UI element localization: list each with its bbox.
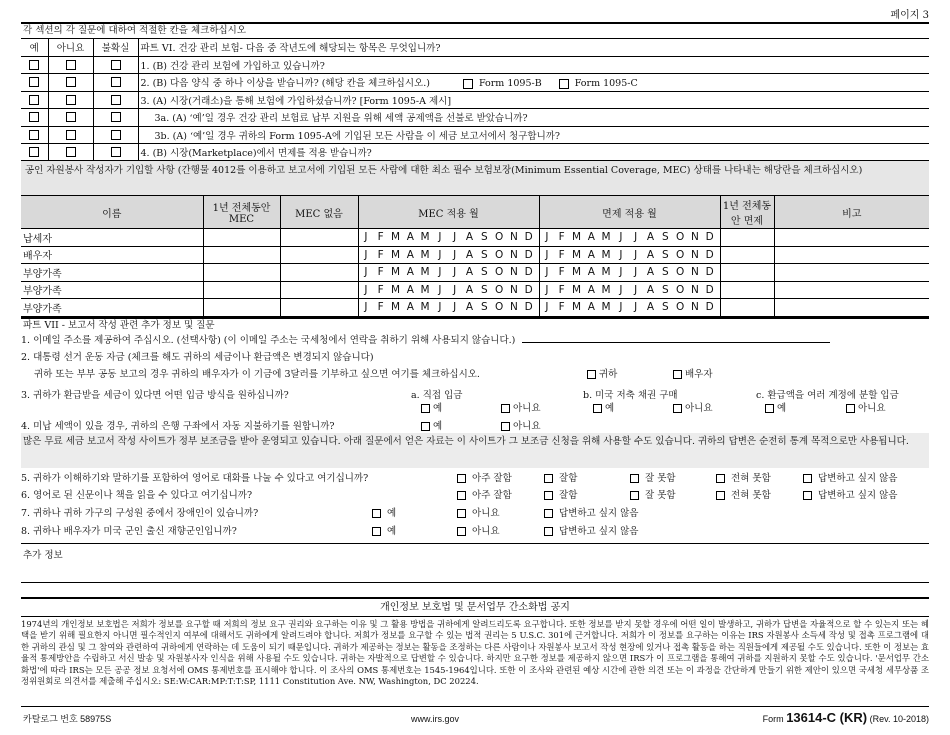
- mec-months-cell: [358, 281, 539, 299]
- part7-q8-row: [21, 525, 929, 538]
- privacy-notice-title: 개인정보 보호법 및 문서업무 간소화법 공지: [21, 597, 929, 617]
- month-letter[interactable]: N: [690, 231, 699, 244]
- mec-none-cell[interactable]: [280, 299, 358, 317]
- exempt-months-cell: [539, 299, 720, 317]
- campaign-spouse-checkbox[interactable]: [673, 370, 682, 379]
- col-yes-header: 예: [21, 39, 48, 57]
- month-letter[interactable]: N: [509, 248, 518, 261]
- month-letter[interactable]: A: [406, 283, 414, 296]
- part6-q3: 3. (A) 시장(거래소)을 통해 보험에 가입하셨습니까? [Form 1095-A 제시]: [138, 91, 929, 109]
- month-letter[interactable]: J: [619, 231, 623, 244]
- part6-q4-row: [21, 144, 929, 162]
- month-letter[interactable]: A: [646, 301, 655, 314]
- q6-well-label: 잘함: [559, 490, 578, 501]
- month-letter[interactable]: J: [364, 283, 368, 296]
- exempt-full-year-cell[interactable]: [720, 229, 774, 247]
- month-letter[interactable]: J: [453, 301, 457, 314]
- part6-q4: 4. (B) 시장(Marketplace)에서 면제를 적용 받습니까?: [138, 144, 929, 162]
- month-letter[interactable]: A: [465, 248, 474, 261]
- q8-prefer-not-label: 답변하고 싶지 않음: [559, 526, 639, 537]
- exempt-full-year-cell[interactable]: [720, 299, 774, 317]
- month-letter[interactable]: J: [619, 248, 623, 261]
- month-letter[interactable]: A: [587, 301, 595, 314]
- campaign-spouse-label: 배우자: [685, 369, 713, 380]
- month-letter[interactable]: J: [634, 231, 638, 244]
- month-letter[interactable]: A: [406, 266, 414, 279]
- mec-header-full-year-mec: 1년 전체동안 MEC: [203, 196, 280, 229]
- mec-row-name: 부양가족: [21, 299, 203, 317]
- mec-months-cell: [358, 299, 539, 317]
- part7-q4-row: [21, 420, 929, 433]
- month-letter[interactable]: F: [377, 283, 384, 296]
- exempt-full-year-cell[interactable]: [720, 246, 774, 264]
- autopay-yes-checkbox[interactable]: [421, 422, 430, 431]
- month-letter[interactable]: F: [377, 231, 384, 244]
- additional-info-box[interactable]: [21, 543, 929, 583]
- part6-title: 파트 VI. 건강 관리 보험- 다음 중 작년도에 해당되는 항목은 무엇입니까?: [138, 39, 929, 57]
- month-letter[interactable]: F: [558, 266, 565, 279]
- q1-unsure-checkbox[interactable]: [111, 60, 121, 70]
- month-letter[interactable]: A: [465, 266, 474, 279]
- part6-q3b-row: [21, 126, 929, 144]
- month-letter[interactable]: M: [571, 283, 582, 296]
- month-letter[interactable]: J: [453, 266, 457, 279]
- month-letter[interactable]: J: [438, 248, 442, 261]
- q3a-label: a. 직접 입금: [411, 390, 463, 401]
- autopay-no-checkbox[interactable]: [501, 422, 510, 431]
- q7-no-label: 아니요: [472, 508, 500, 519]
- q6-very-well-checkbox[interactable]: [457, 491, 466, 500]
- month-letter[interactable]: M: [420, 266, 430, 279]
- month-letter[interactable]: A: [587, 266, 595, 279]
- month-letter[interactable]: J: [364, 301, 368, 314]
- exempt-months-cell: [539, 246, 720, 264]
- month-letter[interactable]: J: [364, 231, 368, 244]
- month-letter[interactable]: D: [524, 231, 533, 244]
- q3-yes-checkbox[interactable]: [29, 95, 39, 105]
- notes-cell[interactable]: [774, 229, 929, 247]
- month-letter[interactable]: M: [601, 283, 611, 296]
- exempt-full-year-cell[interactable]: [720, 264, 774, 282]
- month-letter[interactable]: S: [661, 283, 669, 296]
- month-letter[interactable]: J: [453, 248, 457, 261]
- irs-website: www.irs.gov: [411, 714, 460, 724]
- privacy-notice-text: 1974년의 개인정보 보호법은 저희가 정보를 요구할 때 저희의 정보 요구 권리와 요구하는 이유 및 그 활용 방법을 귀하에게 알려드리도록 요구합니다. 또한 정보를 받지 못할 경우에 어떤 일이 발생하고, 귀하가 답변을 자율적으로 할 수 있는지 또는 혜택을 받기 위해 필요한지 아니면 필수적인지 여부에 대해서도 귀하에게 알려드려야 합니다. 저희가 정보를 요구할 수 있는 법적 권리는 5 U.S.C. 301에 근거합니다. 저희가 이 정보를 요구하는 이유는 IRS 자원봉사 소득세 작성 및 접촉 프로그램에 대한 귀하의 관심 및 그 참여와 관련하여 귀하에게 연락하는 데 도움이 되기 때문입니다. 귀하가 제공하는 정보는 활동을 조정하는 다른 사람이나 자원봉사 보고서 작성 현장에 있거나 접촉 활동을 하는 직원들에게 제공될 수도 있습니다. 또한 이 정보는 효율적 통제방안을 수립하고 서신 발송 및 자원봉사자 인식을 위해 사용될 수도 있습니다. 귀하는 자발적으로 답변할 수 있습니다. 하지만 요구한 정보를 제공하지 않으면 IRS가 이 프로그램을 통해여 귀하를 지원하지 못할 수도 있습니다. '문서업무 간소화법'에 따라 IRS는 모든 공공 정보 요청서에 OMS 통제번호를 표시해야 합니다. 이 조사의 OMS 통제번호는 1545-1964입니다. 또한 이 조사와 관련된 예상 시간에 관한 의견 또는 이 과정을 간단하게 만들기 위한 제안이 있으면 국세청 세무상품 조정위원회로 의견서를 제출해 주십시오: SE:W:CAR:MP:T:T:SP, 1111 Constitution Ave. NW, Washington, DC 20224.: [21, 619, 929, 687]
- q8-yes-label: 예: [387, 526, 397, 537]
- month-letter[interactable]: S: [480, 248, 488, 261]
- form-id: [763, 709, 929, 728]
- mec-none-cell[interactable]: [280, 229, 358, 247]
- month-letter[interactable]: A: [587, 248, 595, 261]
- q3a-unsure-checkbox[interactable]: [111, 112, 121, 122]
- q5-prefer-not-checkbox[interactable]: [803, 474, 812, 483]
- q3b-no-checkbox[interactable]: [66, 130, 76, 140]
- month-letter[interactable]: M: [420, 231, 430, 244]
- month-letter[interactable]: M: [420, 301, 430, 314]
- form-1095c-label: Form 1095-C: [574, 78, 638, 90]
- q2-no-checkbox[interactable]: [66, 77, 76, 87]
- mec-row-name: 배우자: [21, 246, 203, 264]
- month-letter[interactable]: S: [661, 248, 669, 261]
- mec-months-cell: [358, 246, 539, 264]
- additional-info-label: 추가 정보: [23, 550, 63, 561]
- month-letter[interactable]: N: [509, 266, 518, 279]
- mec-full-year-cell[interactable]: [203, 246, 280, 264]
- savings-bond-yes-checkbox[interactable]: [593, 404, 602, 413]
- q3-no-checkbox[interactable]: [66, 95, 76, 105]
- q1-no-checkbox[interactable]: [66, 60, 76, 70]
- month-letter[interactable]: S: [480, 231, 488, 244]
- month-letter[interactable]: M: [390, 283, 401, 296]
- month-letter[interactable]: N: [509, 301, 518, 314]
- q4-yes-checkbox[interactable]: [29, 147, 39, 157]
- month-letter[interactable]: J: [453, 231, 457, 244]
- exempt-months-cell: [539, 229, 720, 247]
- part7-q2-sub-row: [21, 368, 929, 381]
- form-1095c-checkbox[interactable]: [559, 79, 569, 89]
- q1-yes-checkbox[interactable]: [29, 60, 39, 70]
- month-letter[interactable]: J: [619, 283, 623, 296]
- part7-q3: 3. 귀하가 환급받을 세금이 있다면 어떤 입금 방식을 원하십니까?: [21, 390, 289, 401]
- month-letter[interactable]: J: [545, 283, 549, 296]
- month-letter[interactable]: F: [377, 301, 384, 314]
- part7-q7: 7. 귀하나 귀하 가구의 구성원 중에서 장애인이 있습니까?: [21, 508, 259, 519]
- catalog-number: 카탈로그 번호 58975S: [23, 714, 112, 724]
- month-letter[interactable]: J: [364, 248, 368, 261]
- direct-deposit-no-label: 아니요: [513, 403, 541, 414]
- part6-q2: 2. (B) 다음 양식 중 하나 이상을 받습니까? (해당 칸을 체크하십시오.): [140, 78, 430, 90]
- q7-prefer-not-label: 답변하고 싶지 않음: [559, 508, 639, 519]
- form-1095b-label: Form 1095-B: [478, 78, 542, 90]
- month-letter[interactable]: S: [480, 301, 488, 314]
- mec-row-name: 부양가족: [21, 281, 203, 299]
- mec-row: [21, 246, 929, 264]
- mec-row: [21, 264, 929, 282]
- month-letter[interactable]: S: [480, 283, 488, 296]
- month-letter[interactable]: O: [675, 231, 685, 244]
- q3c-label: c. 환급액을 여러 계정에 분할 입금: [756, 390, 899, 401]
- part7-q6: 6. 영어로 된 신문이나 책을 읽을 수 있다고 여기십니까?: [21, 490, 253, 501]
- part7-q7-row: [21, 507, 929, 520]
- month-letter[interactable]: O: [494, 301, 504, 314]
- email-input[interactable]: [522, 333, 830, 343]
- direct-deposit-no-checkbox[interactable]: [501, 404, 510, 413]
- mec-months-cell: [358, 229, 539, 247]
- month-letter[interactable]: N: [509, 231, 518, 244]
- month-letter[interactable]: D: [705, 231, 714, 244]
- month-letter[interactable]: O: [494, 266, 504, 279]
- savings-bond-no-checkbox[interactable]: [673, 404, 682, 413]
- form-prefix: Form: [762, 714, 784, 724]
- month-letter[interactable]: F: [558, 231, 565, 244]
- month-letter[interactable]: F: [558, 301, 565, 314]
- campaign-you-checkbox[interactable]: [587, 370, 596, 379]
- mec-row: [21, 281, 929, 299]
- q5-not-well-label: 잘 못함: [645, 473, 676, 484]
- part7-q2-sub: 귀하 또는 부부 공동 보고의 경우 귀하의 배우자가 이 기금에 3달러를 기부하고 싶으면 여기를 체크하십시오.: [34, 369, 480, 380]
- month-letter[interactable]: J: [438, 301, 442, 314]
- month-letter[interactable]: J: [634, 248, 638, 261]
- notes-cell[interactable]: [774, 264, 929, 282]
- mec-header-name: 이름: [21, 196, 203, 229]
- mec-header-full-year-exempt: 1년 전체동안 면제: [720, 196, 774, 229]
- q6-not-at-all-checkbox[interactable]: [716, 491, 725, 500]
- autopay-no-label: 아니요: [513, 421, 541, 432]
- q5-not-at-all-checkbox[interactable]: [716, 474, 725, 483]
- month-letter[interactable]: A: [646, 283, 655, 296]
- q6-prefer-not-label: 답변하고 싶지 않음: [818, 490, 898, 501]
- q8-yes-checkbox[interactable]: [372, 527, 381, 536]
- month-letter[interactable]: O: [675, 301, 685, 314]
- q5-not-well-checkbox[interactable]: [630, 474, 639, 483]
- q5-not-at-all-label: 전혀 못함: [731, 473, 771, 484]
- mec-header-no-mec: MEC 없음: [280, 196, 358, 229]
- part6-q2-row: [21, 74, 929, 92]
- month-letter[interactable]: J: [438, 266, 442, 279]
- q3a-no-checkbox[interactable]: [66, 112, 76, 122]
- q6-not-well-checkbox[interactable]: [630, 491, 639, 500]
- month-letter[interactable]: O: [494, 283, 504, 296]
- exempt-months-cell: [539, 264, 720, 282]
- month-letter[interactable]: J: [634, 301, 638, 314]
- month-letter[interactable]: D: [524, 283, 533, 296]
- mec-full-year-cell[interactable]: [203, 281, 280, 299]
- month-letter[interactable]: M: [390, 301, 401, 314]
- q8-no-label: 아니요: [472, 526, 500, 537]
- month-letter[interactable]: O: [494, 231, 504, 244]
- month-letter[interactable]: M: [601, 231, 611, 244]
- exempt-months-cell: [539, 281, 720, 299]
- month-letter[interactable]: D: [705, 248, 714, 261]
- part7-q4: 4. 미납 세액이 있을 경우, 귀하의 은행 구좌에서 자동 지불하기를 원합니까?: [21, 421, 335, 432]
- notes-cell[interactable]: [774, 281, 929, 299]
- mec-none-cell[interactable]: [280, 264, 358, 282]
- q8-no-checkbox[interactable]: [457, 527, 466, 536]
- month-letter[interactable]: S: [661, 266, 669, 279]
- part7-title: 파트 VII - 보고서 작성 관련 추가 정보 및 질문: [21, 317, 929, 332]
- split-refund-yes-checkbox[interactable]: [765, 404, 774, 413]
- month-letter[interactable]: J: [634, 266, 638, 279]
- month-letter[interactable]: M: [390, 248, 401, 261]
- q6-prefer-not-checkbox[interactable]: [803, 491, 812, 500]
- month-letter[interactable]: N: [690, 301, 699, 314]
- exempt-full-year-cell[interactable]: [720, 281, 774, 299]
- month-letter[interactable]: A: [406, 231, 414, 244]
- month-letter[interactable]: M: [601, 248, 611, 261]
- month-letter[interactable]: M: [571, 301, 582, 314]
- month-letter[interactable]: A: [465, 301, 474, 314]
- notes-cell[interactable]: [774, 299, 929, 317]
- month-letter[interactable]: A: [587, 283, 595, 296]
- savings-bond-yes-label: 예: [605, 403, 615, 414]
- mec-row: [21, 299, 929, 317]
- q7-prefer-not-checkbox[interactable]: [544, 509, 553, 518]
- q5-well-checkbox[interactable]: [544, 474, 553, 483]
- month-letter[interactable]: J: [545, 266, 549, 279]
- mec-header-exempt-months: 면제 적용 월: [539, 196, 720, 229]
- part6-q3a-row: [21, 109, 929, 127]
- q4-no-checkbox[interactable]: [66, 147, 76, 157]
- month-letter[interactable]: M: [571, 248, 582, 261]
- month-letter[interactable]: M: [420, 248, 430, 261]
- q5-well-label: 잘함: [559, 473, 578, 484]
- month-letter[interactable]: F: [558, 248, 565, 261]
- q5-prefer-not-label: 답변하고 싶지 않음: [818, 473, 898, 484]
- mec-header-mec-months: MEC 적용 월: [358, 196, 539, 229]
- direct-deposit-yes-label: 예: [433, 403, 443, 414]
- month-letter[interactable]: A: [646, 248, 655, 261]
- section-instruction: 각 섹션의 각 질문에 대하여 적절한 칸을 체크하십시오: [21, 22, 929, 38]
- month-letter[interactable]: O: [675, 266, 685, 279]
- q7-no-checkbox[interactable]: [457, 509, 466, 518]
- q6-well-checkbox[interactable]: [544, 491, 553, 500]
- part7-q2: 2. 대통령 선거 운동 자금 (체크를 해도 귀하의 세금이나 환급액은 변경되지 않습니다): [21, 352, 374, 363]
- month-letter[interactable]: J: [545, 231, 549, 244]
- month-letter[interactable]: D: [705, 266, 714, 279]
- q2-unsure-checkbox[interactable]: [111, 77, 121, 87]
- q5-very-well-checkbox[interactable]: [457, 474, 466, 483]
- month-letter[interactable]: J: [545, 301, 549, 314]
- month-letter[interactable]: F: [558, 283, 565, 296]
- part7-q1: 1. 이메일 주소를 제공하여 주십시오. (선택사항) (이 이메일 주소는 국세청에서 연락을 취하기 위해 사용되지 않습니다.): [21, 335, 516, 346]
- month-letter[interactable]: M: [390, 266, 401, 279]
- mec-none-cell[interactable]: [280, 281, 358, 299]
- mec-table: [21, 195, 929, 317]
- month-letter[interactable]: N: [690, 283, 699, 296]
- month-letter[interactable]: J: [438, 231, 442, 244]
- month-letter[interactable]: M: [601, 301, 611, 314]
- q8-prefer-not-checkbox[interactable]: [544, 527, 553, 536]
- month-letter[interactable]: O: [675, 283, 685, 296]
- month-letter[interactable]: J: [619, 266, 623, 279]
- month-letter[interactable]: D: [524, 301, 533, 314]
- part7-q8: 8. 귀하나 배우자가 미국 군인 출신 재향군인입니까?: [21, 526, 237, 537]
- mec-full-year-cell[interactable]: [203, 229, 280, 247]
- page-number: 페이지 3: [890, 10, 929, 21]
- month-letter[interactable]: J: [619, 301, 623, 314]
- form-number: 13614-C (KR): [786, 710, 868, 725]
- month-letter[interactable]: O: [494, 248, 504, 261]
- month-letter[interactable]: A: [465, 283, 474, 296]
- month-letter[interactable]: J: [453, 283, 457, 296]
- campaign-you-label: 귀하: [599, 369, 618, 380]
- month-letter[interactable]: D: [705, 301, 714, 314]
- split-refund-no-checkbox[interactable]: [846, 404, 855, 413]
- q6-not-at-all-label: 전혀 못함: [731, 490, 771, 501]
- q3-unsure-checkbox[interactable]: [111, 95, 121, 105]
- part6-q1: 1. (B) 건강 관리 보험에 가입하고 있습니까?: [138, 56, 929, 74]
- month-letter[interactable]: M: [571, 231, 582, 244]
- q7-yes-label: 예: [387, 508, 397, 519]
- q4-unsure-checkbox[interactable]: [111, 147, 121, 157]
- form-page: [21, 0, 929, 735]
- mec-months-cell: [358, 264, 539, 282]
- mec-table-body: [21, 229, 929, 317]
- mec-full-year-cell[interactable]: [203, 264, 280, 282]
- month-letter[interactable]: O: [675, 248, 685, 261]
- month-letter[interactable]: J: [634, 283, 638, 296]
- col-no-header: 아니요: [48, 39, 93, 57]
- month-letter[interactable]: N: [690, 266, 699, 279]
- q3a-yes-checkbox[interactable]: [29, 112, 39, 122]
- q5-very-well-label: 아주 잘함: [472, 473, 512, 484]
- month-letter[interactable]: N: [690, 248, 699, 261]
- month-letter[interactable]: N: [509, 283, 518, 296]
- autopay-yes-label: 예: [433, 421, 443, 432]
- q6-very-well-label: 아주 잘함: [472, 490, 512, 501]
- mec-none-cell[interactable]: [280, 246, 358, 264]
- month-letter[interactable]: S: [661, 301, 669, 314]
- q3b-yes-checkbox[interactable]: [29, 130, 39, 140]
- month-letter[interactable]: D: [524, 248, 533, 261]
- q3b-unsure-checkbox[interactable]: [111, 130, 121, 140]
- month-letter[interactable]: A: [465, 231, 474, 244]
- month-letter[interactable]: F: [377, 266, 384, 279]
- month-letter[interactable]: M: [420, 283, 430, 296]
- certified-preparer-note: 공인 자원봉사 작성자가 기입할 사항 (간행물 4012를 이용하고 보고서에 기입된 모든 사람에 대한 최소 필수 보험보장(Minimum Essential Coverage, MEC) 상태를 나타내는 해당란을 체크하십시오): [21, 160, 929, 195]
- month-letter[interactable]: F: [377, 248, 384, 261]
- part7-q5-row: [21, 472, 929, 485]
- month-letter[interactable]: D: [524, 266, 533, 279]
- savings-bond-no-label: 아니요: [685, 403, 713, 414]
- form-1095b-checkbox[interactable]: [463, 79, 473, 89]
- part7-q1-row: [21, 333, 929, 347]
- split-refund-yes-label: 예: [777, 403, 787, 414]
- part7-q5: 5. 귀하가 이해하기와 말하기를 포함하여 영어로 대화를 나눌 수 있다고 여기십니까?: [21, 473, 369, 484]
- mec-row: [21, 229, 929, 247]
- q6-not-well-label: 잘 못함: [645, 490, 676, 501]
- q3b-label: b. 미국 저축 채권 구매: [583, 390, 678, 401]
- direct-deposit-yes-checkbox[interactable]: [421, 404, 430, 413]
- q2-yes-checkbox[interactable]: [29, 77, 39, 87]
- month-letter[interactable]: A: [646, 231, 655, 244]
- part7-q6-row: [21, 489, 929, 502]
- month-letter[interactable]: A: [646, 266, 655, 279]
- q7-yes-checkbox[interactable]: [372, 509, 381, 518]
- split-refund-no-label: 아니요: [858, 403, 886, 414]
- mec-row-name: 부양가족: [21, 264, 203, 282]
- col-unsure-header: 불확실: [93, 39, 138, 57]
- month-letter[interactable]: S: [661, 231, 669, 244]
- month-letter[interactable]: M: [390, 231, 401, 244]
- part6-q3b: 3b. (A) ‘예’일 경우 귀하의 Form 1095-A에 기입된 모든 사람을 이 세금 보고서에서 청구합니까?: [138, 126, 929, 144]
- month-letter[interactable]: S: [480, 266, 488, 279]
- notes-cell[interactable]: [774, 246, 929, 264]
- form-revision: (Rev. 10-2018): [869, 714, 929, 724]
- month-letter[interactable]: A: [406, 301, 414, 314]
- month-letter[interactable]: J: [545, 248, 549, 261]
- part7-q3-row: [21, 389, 929, 402]
- part6-q3-row: [21, 91, 929, 109]
- mec-row-name: 납세자: [21, 229, 203, 247]
- page-footer: [21, 706, 929, 726]
- part6-q3a: 3a. (A) ‘예’일 경우 건강 관리 보험료 납부 지원을 위해 세액 공제액을 선불로 받았습니까?: [138, 109, 929, 127]
- month-letter[interactable]: A: [587, 231, 595, 244]
- part6-table: [21, 38, 929, 162]
- month-letter[interactable]: J: [364, 266, 368, 279]
- mec-full-year-cell[interactable]: [203, 299, 280, 317]
- month-letter[interactable]: J: [438, 283, 442, 296]
- statistics-notice: 많은 무료 세금 보고서 작성 사이트가 정부 보조금을 받아 운영되고 있습니다. 아래 질문에서 얻은 자료는 이 사이트가 그 보조금 신청을 위해 사용할 수도 있습니다. 귀하의 답변은 순전히 통계 목적으로만 사용됩니다.: [21, 433, 929, 468]
- mec-header-notes: 비고: [774, 196, 929, 229]
- month-letter[interactable]: D: [705, 283, 714, 296]
- month-letter[interactable]: M: [601, 266, 611, 279]
- month-letter[interactable]: A: [406, 248, 414, 261]
- part6-q1-row: [21, 56, 929, 74]
- month-letter[interactable]: M: [571, 266, 582, 279]
